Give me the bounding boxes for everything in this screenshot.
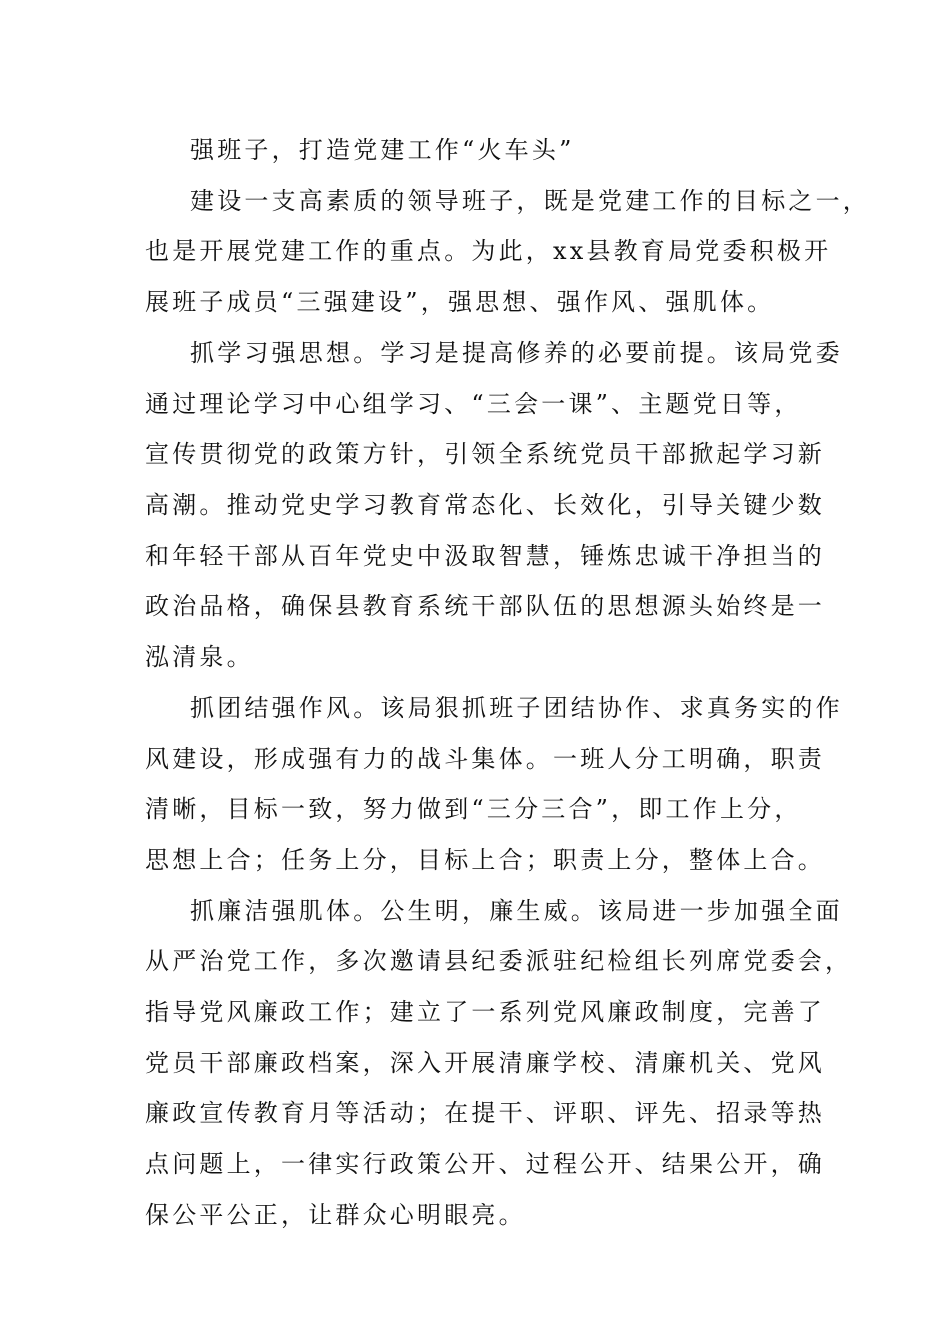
paragraph-4-line-4: 党员干部廉政档案，深入开展清廉学校、清廉机关、党风 (145, 1049, 825, 1077)
paragraph-4-line-1: 抓廉洁强肌体。公生明，廉生威。该局进一步加强全面 (190, 897, 843, 925)
paragraph-1-line-1: 建设一支高素质的领导班子，既是党建工作的目标之一， (190, 187, 870, 215)
paragraph-3-line-1: 抓团结强作风。该局狠抓班子团结协作、求真务实的作 (190, 694, 843, 722)
paragraph-4-line-5: 廉政宣传教育月等活动；在提干、评职、评先、招录等热 (145, 1099, 825, 1127)
paragraph-4-line-6: 点问题上，一律实行政策公开、过程公开、结果公开，确 (145, 1150, 825, 1178)
paragraph-2-line-4: 高潮。推动党史学习教育常态化、长效化，引导关键少数 (145, 491, 825, 519)
paragraph-3-line-2: 风建设，形成强有力的战斗集体。一班人分工明确，职责 (145, 745, 825, 773)
paragraph-4-line-7: 保公平公正，让群众心明眼亮。 (145, 1201, 526, 1229)
paragraph-2-line-2: 通过理论学习中心组学习、“三会一课”、主题党日等， (145, 390, 802, 418)
paragraph-3-line-4: 思想上合；任务上分，目标上合；职责上分，整体上合。 (145, 846, 825, 874)
section-heading: 强班子，打造党建工作“火车头” (190, 136, 575, 164)
paragraph-2-line-7: 泓清泉。 (145, 643, 254, 671)
paragraph-1-line-2: 也是开展党建工作的重点。为此，xx县教育局党委积极开 (145, 237, 832, 265)
paragraph-4-line-2: 从严治党工作，多次邀请县纪委派驻纪检组长列席党委会， (145, 947, 853, 975)
paragraph-2-line-6: 政治品格，确保县教育系统干部队伍的思想源头始终是一 (145, 592, 825, 620)
paragraph-1-line-3: 展班子成员“三强建设”，强思想、强作风、强肌体。 (145, 288, 775, 316)
paragraph-2-line-5: 和年轻干部从百年党史中汲取智慧，锤炼忠诚干净担当的 (145, 542, 825, 570)
paragraph-4-line-3: 指导党风廉政工作；建立了一系列党风廉政制度，完善了 (145, 998, 825, 1026)
paragraph-3-line-3: 清晰，目标一致，努力做到“三分三合”，即工作上分， (145, 795, 802, 823)
paragraph-2-line-1: 抓学习强思想。学习是提高修养的必要前提。该局党委 (190, 339, 843, 367)
paragraph-2-line-3: 宣传贯彻党的政策方针，引领全系统党员干部掀起学习新 (145, 440, 825, 468)
